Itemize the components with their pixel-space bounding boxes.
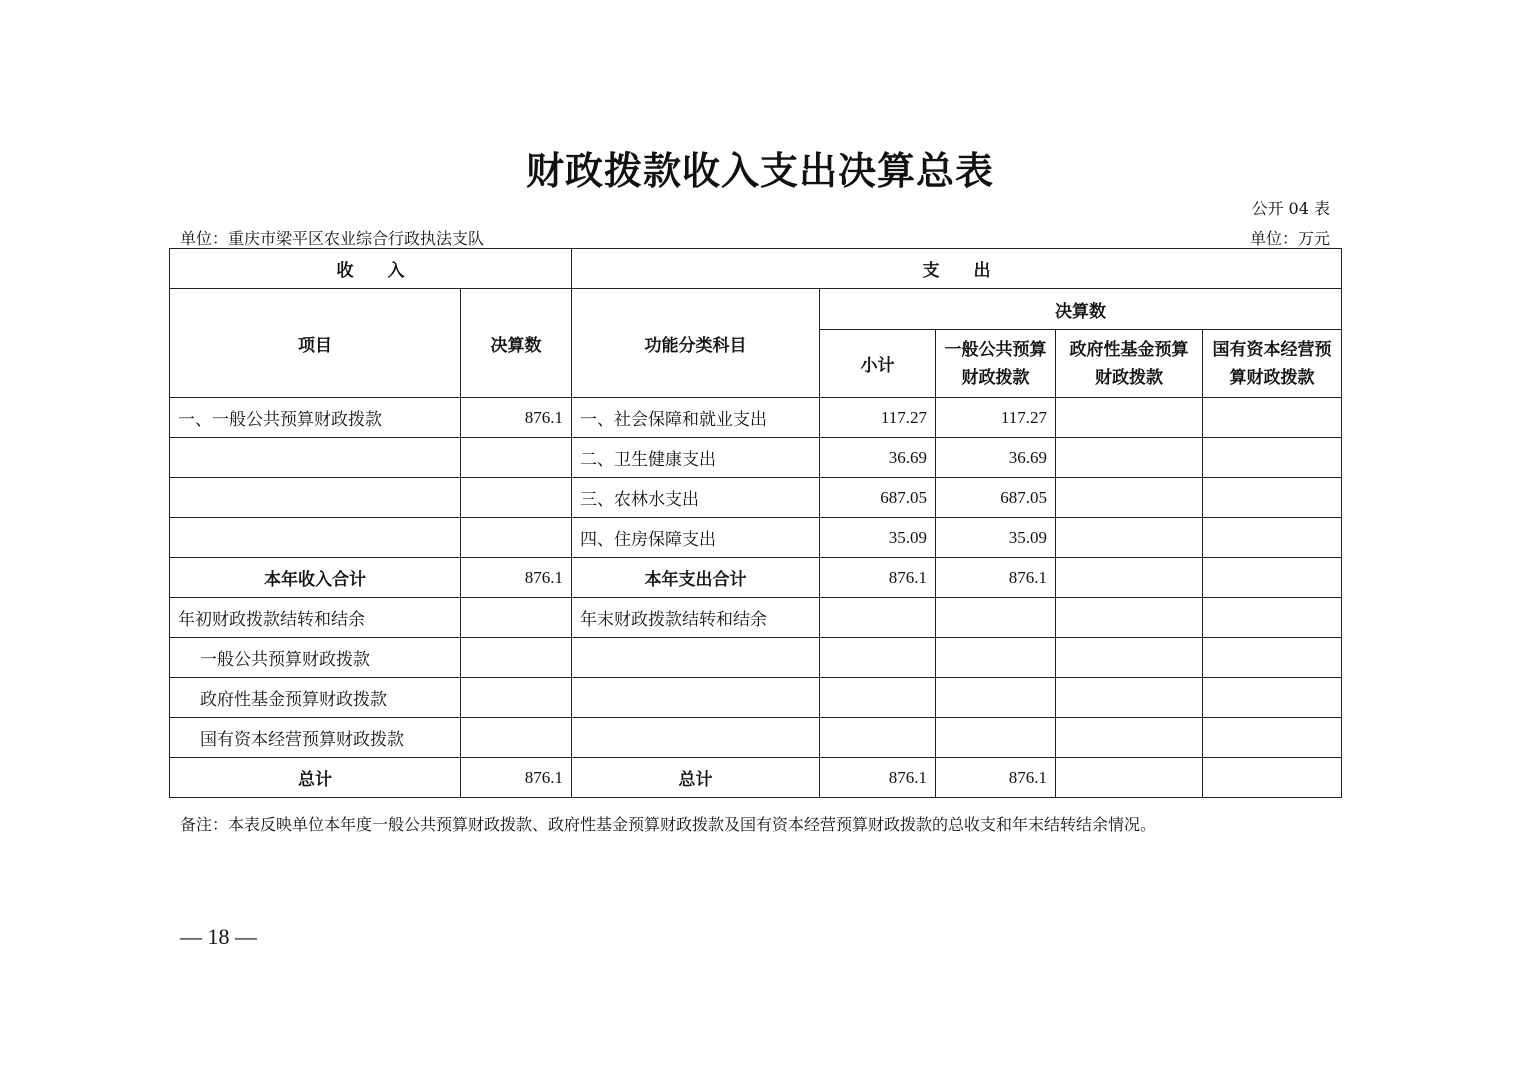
table-row: [170, 478, 1342, 518]
expense-item: [572, 718, 820, 758]
table-row: [170, 438, 1342, 478]
state-capital-cell: [1203, 678, 1342, 718]
expense-item: 二、卫生健康支出: [572, 438, 820, 478]
state-capital-cell: [1203, 558, 1342, 598]
settled-amount-group-header: 决算数: [820, 289, 1342, 330]
subtotal-cell: 36.69: [820, 438, 936, 478]
expense-item: 三、农林水支出: [572, 478, 820, 518]
state-capital-cell: [1203, 598, 1342, 638]
gov-fund-cell: [1056, 398, 1203, 438]
table-row: [170, 558, 1342, 598]
general-public-cell: 117.27: [936, 398, 1056, 438]
expense-total-label: 本年支出合计: [572, 558, 820, 598]
income-amount: [461, 478, 572, 518]
general-public-cell: [936, 638, 1056, 678]
unit-money: 单位：万元: [1249, 229, 1330, 248]
gov-fund-cell: [1056, 558, 1203, 598]
subtotal-cell: 35.09: [820, 518, 936, 558]
general-public-cell: 876.1: [936, 758, 1056, 798]
general-public-cell: 876.1: [936, 558, 1056, 598]
income-amount: [461, 598, 572, 638]
expense-item: 年末财政拨款结转和结余: [572, 598, 820, 638]
unit-organization: 单位：重庆市梁平区农业综合行政执法支队: [180, 229, 485, 248]
income-amount: 876.1: [461, 758, 572, 798]
expense-header: 支 出: [572, 249, 1342, 289]
state-capital-header: 国有资本经营预算财政拨款: [1203, 330, 1342, 398]
expense-item: 四、住房保障支出: [572, 518, 820, 558]
table-row: [170, 758, 1342, 798]
grand-total-income-label: 总计: [170, 758, 461, 798]
table-row: [170, 518, 1342, 558]
table-row: [170, 718, 1342, 758]
income-amount: [461, 518, 572, 558]
expense-item: [572, 638, 820, 678]
table-row: [170, 398, 1342, 438]
income-total-label: 本年收入合计: [170, 558, 461, 598]
item-header: 项目: [170, 289, 461, 398]
table-id: 公开 04 表: [1251, 199, 1330, 218]
general-public-cell: 35.09: [936, 518, 1056, 558]
income-item: 一、一般公共预算财政拨款: [170, 398, 461, 438]
gov-fund-cell: [1056, 598, 1203, 638]
state-capital-cell: [1203, 438, 1342, 478]
gov-fund-cell: [1056, 438, 1203, 478]
income-item: [170, 478, 461, 518]
income-item: [170, 438, 461, 478]
state-capital-cell: [1203, 518, 1342, 558]
general-public-header: 一般公共预算财政拨款: [936, 330, 1056, 398]
income-amount: [461, 638, 572, 678]
subtotal-cell: 876.1: [820, 758, 936, 798]
subtotal-cell: 876.1: [820, 558, 936, 598]
subtotal-cell: 687.05: [820, 478, 936, 518]
gov-fund-header: 政府性基金预算财政拨款: [1056, 330, 1203, 398]
general-public-cell: [936, 718, 1056, 758]
general-public-cell: [936, 598, 1056, 638]
gov-fund-cell: [1056, 518, 1203, 558]
gov-fund-cell: [1056, 478, 1203, 518]
subtotal-header: 小计: [820, 330, 936, 398]
gov-fund-cell: [1056, 718, 1203, 758]
budget-table: [169, 248, 1342, 798]
state-capital-cell: [1203, 638, 1342, 678]
gov-fund-cell: [1056, 758, 1203, 798]
subtotal-cell: 117.27: [820, 398, 936, 438]
func-class-header: 功能分类科目: [572, 289, 820, 398]
subtotal-cell: [820, 718, 936, 758]
income-item: 年初财政拨款结转和结余: [170, 598, 461, 638]
state-capital-cell: [1203, 478, 1342, 518]
income-amount: [461, 678, 572, 718]
state-capital-cell: [1203, 718, 1342, 758]
income-amount: [461, 438, 572, 478]
page-number: — 18 —: [180, 924, 257, 949]
income-item: 一般公共预算财政拨款: [170, 638, 461, 678]
income-item: 政府性基金预算财政拨款: [170, 678, 461, 718]
gov-fund-cell: [1056, 638, 1203, 678]
state-capital-cell: [1203, 398, 1342, 438]
income-header: 收 入: [170, 249, 572, 289]
general-public-cell: 36.69: [936, 438, 1056, 478]
income-amount: 876.1: [461, 398, 572, 438]
general-public-cell: 687.05: [936, 478, 1056, 518]
income-amount: [461, 718, 572, 758]
grand-total-expense-label: 总计: [572, 758, 820, 798]
expense-item: 一、社会保障和就业支出: [572, 398, 820, 438]
income-amount: 876.1: [461, 558, 572, 598]
income-item: [170, 518, 461, 558]
table-row: [170, 598, 1342, 638]
table-note: 备注：本表反映单位本年度一般公共预算财政拨款、政府性基金预算财政拨款及国有资本经营预算财政拨款的总收支和年末结转结余情况。: [180, 815, 1157, 834]
table-row: [170, 638, 1342, 678]
subtotal-cell: [820, 638, 936, 678]
expense-item: [572, 678, 820, 718]
subtotal-cell: [820, 598, 936, 638]
state-capital-cell: [1203, 758, 1342, 798]
page-title: 财政拨款收入支出决算总表: [525, 148, 994, 193]
income-item: 国有资本经营预算财政拨款: [170, 718, 461, 758]
gov-fund-cell: [1056, 678, 1203, 718]
subtotal-cell: [820, 678, 936, 718]
general-public-cell: [936, 678, 1056, 718]
table-row: [170, 678, 1342, 718]
settled-amount-header: 决算数: [461, 289, 572, 398]
